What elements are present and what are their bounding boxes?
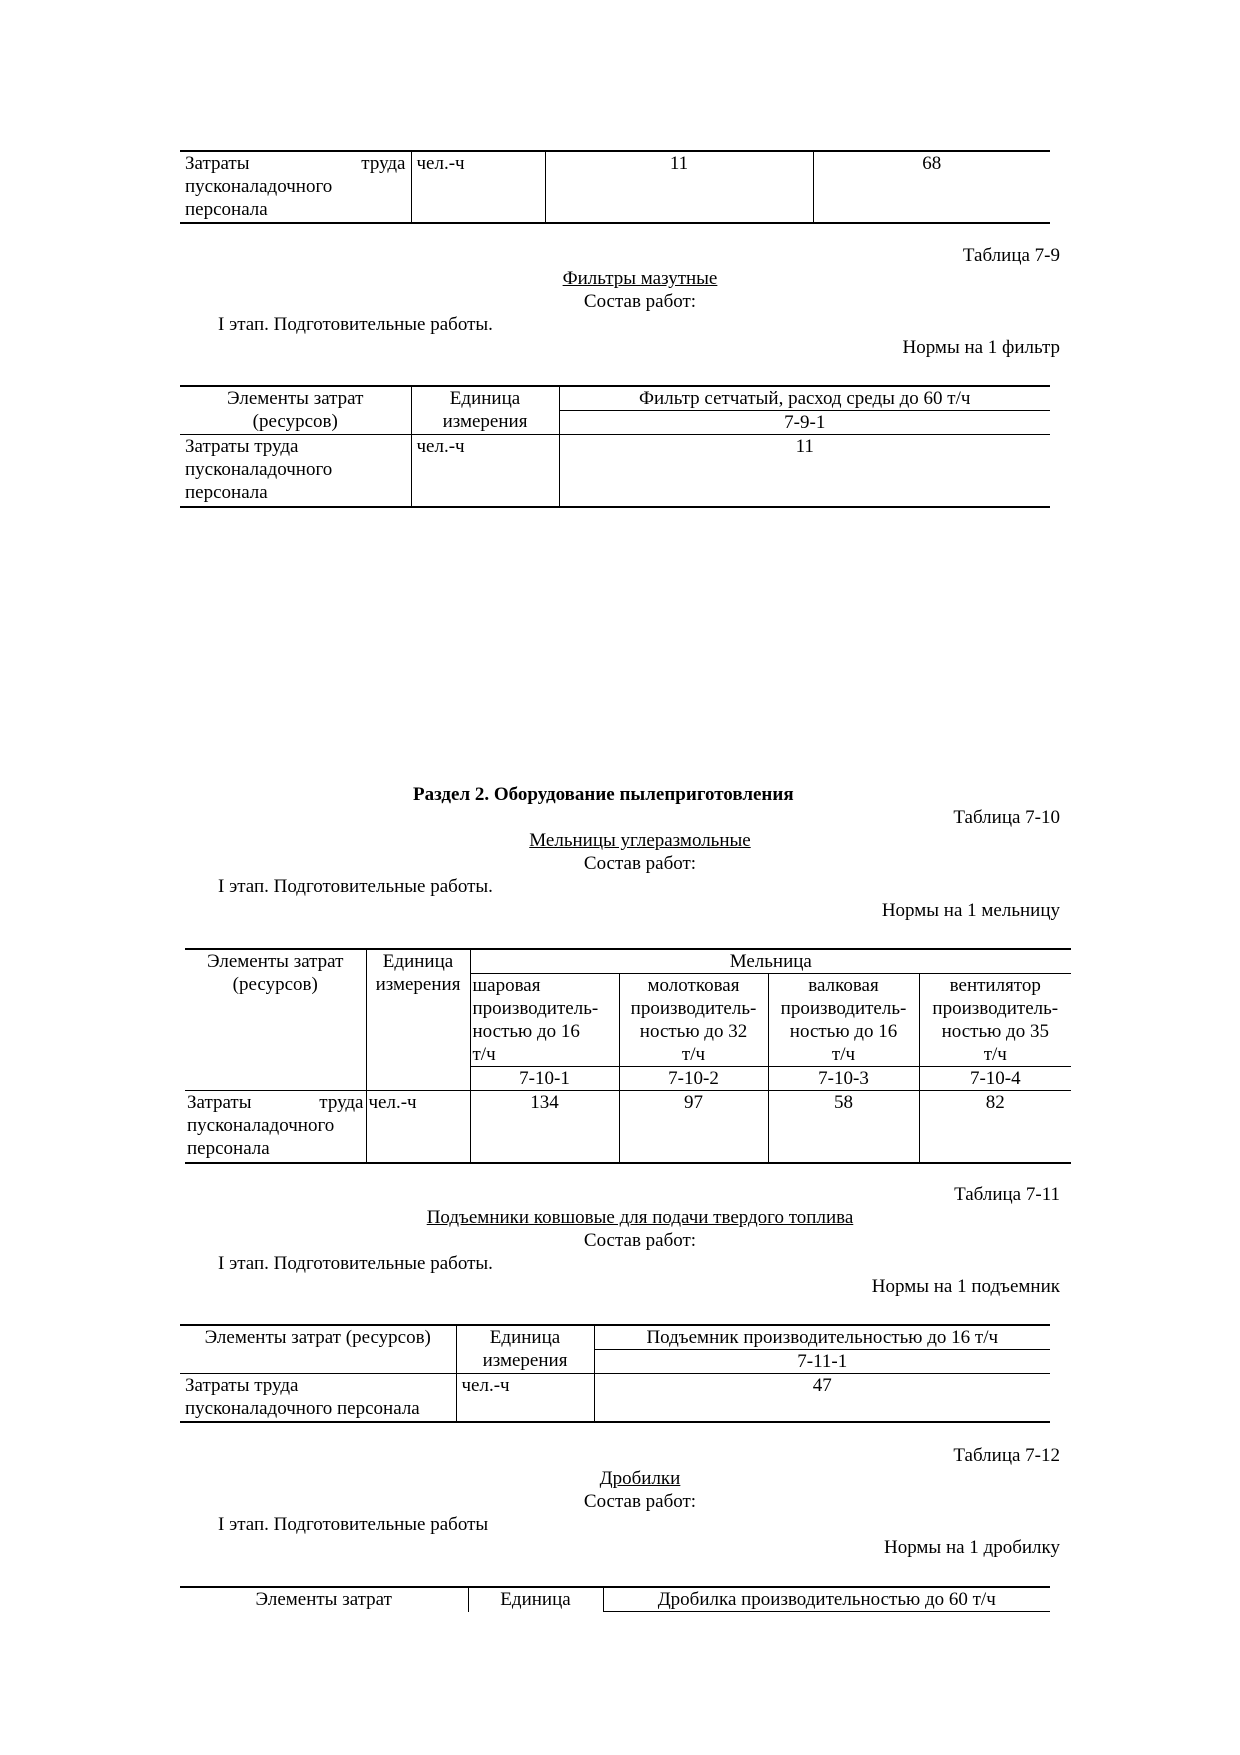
header-unit: Единица измерения	[411, 386, 559, 435]
row-value-1: 11	[545, 151, 813, 223]
work-heading: Состав работ:	[583, 291, 697, 312]
table-7-10	[185, 948, 1071, 1164]
col-code: 7-10-4	[969, 1068, 1021, 1089]
col-header: валковая производитель- ностью до 16 т/ч	[768, 974, 919, 1067]
row-value-2: 68	[922, 153, 942, 174]
header-item: Подъемник производительностью до 16 т/ч	[594, 1325, 1050, 1350]
section-title: Раздел 2. Оборудование пылеприготовления	[413, 784, 794, 805]
header-group: Мельница	[470, 949, 1071, 974]
header-item: Фильтр сетчатый, расход среды до 60 т/ч	[559, 386, 1050, 411]
table-title: Подъемники ковшовые для подачи твердого топлива	[426, 1207, 854, 1228]
row-value: 47	[812, 1375, 832, 1396]
row-label: Затраты труда пусконаладочного персонала	[180, 1374, 456, 1422]
header-unit: Единица измерения	[366, 949, 470, 1091]
table-number: Таблица 7-10	[953, 807, 1060, 828]
table-number: Таблица 7-9	[962, 245, 1060, 266]
norm-text: Нормы на 1 дробилку	[883, 1537, 1060, 1558]
table-title: Мельницы углеразмольные	[529, 830, 751, 851]
row-unit: чел.-ч	[366, 1091, 470, 1163]
norm-text: Нормы на 1 фильтр	[902, 337, 1060, 358]
row-unit: чел.-ч	[411, 151, 545, 223]
header-code: 7-9-1	[784, 412, 826, 433]
work-heading: Состав работ:	[583, 1230, 697, 1251]
col-header: молотковая производитель- ностью до 32 т/ч	[619, 974, 768, 1067]
row-unit: чел.-ч	[411, 435, 559, 507]
header-item: Дробилка производительностью до 60 т/ч	[603, 1587, 1050, 1612]
row-label: Затраты труда пусконаладочного персонала	[180, 151, 411, 223]
row-value: 58	[768, 1091, 919, 1163]
header-elements: Элементы затрат (ресурсов)	[185, 949, 366, 1091]
col-code: 7-10-3	[768, 1067, 919, 1091]
col-header: шаровая производитель- ностью до 16 т/ч	[470, 974, 619, 1067]
table-7-9	[180, 385, 1050, 508]
table-7-12	[180, 1586, 1050, 1612]
row-unit: чел.-ч	[456, 1374, 594, 1422]
norm-text: Нормы на 1 мельницу	[881, 900, 1060, 921]
header-elements: Элементы затрат (ресурсов)	[180, 386, 411, 435]
header-unit: Единица	[468, 1587, 603, 1612]
work-heading: Состав работ:	[583, 853, 697, 874]
row-value: 97	[619, 1091, 768, 1163]
header-elements: Элементы затрат	[180, 1587, 468, 1612]
stage-text: I этап. Подготовительные работы	[218, 1514, 489, 1535]
col-header: вентилятор производитель- ностью до 35 т/ч	[932, 975, 1059, 1065]
carryover-table	[180, 150, 1050, 224]
header-code: 7-11-1	[797, 1351, 848, 1372]
norm-text: Нормы на 1 подъемник	[871, 1276, 1060, 1297]
header-elements: Элементы затрат (ресурсов)	[180, 1325, 456, 1374]
row-value: 134	[470, 1091, 619, 1163]
row-value: 82	[985, 1092, 1005, 1113]
row-label: Затраты труда пусконаладочного персонала	[180, 435, 411, 507]
work-heading: Состав работ:	[583, 1491, 697, 1512]
table-title: Фильтры мазутные	[562, 268, 718, 289]
stage-text: I этап. Подготовительные работы.	[218, 314, 493, 335]
header-unit: Единица измерения	[456, 1325, 594, 1374]
col-code: 7-10-1	[470, 1067, 619, 1091]
table-title: Дробилки	[599, 1468, 681, 1489]
stage-text: I этап. Подготовительные работы.	[218, 876, 493, 897]
table-number: Таблица 7-11	[954, 1184, 1060, 1205]
col-code: 7-10-2	[619, 1067, 768, 1091]
table-7-11	[180, 1324, 1050, 1423]
row-label: Затраты труда пусконаладочного персонала	[185, 1091, 366, 1163]
table-number: Таблица 7-12	[953, 1445, 1060, 1466]
row-value: 11	[795, 436, 814, 457]
stage-text: I этап. Подготовительные работы.	[218, 1253, 493, 1274]
